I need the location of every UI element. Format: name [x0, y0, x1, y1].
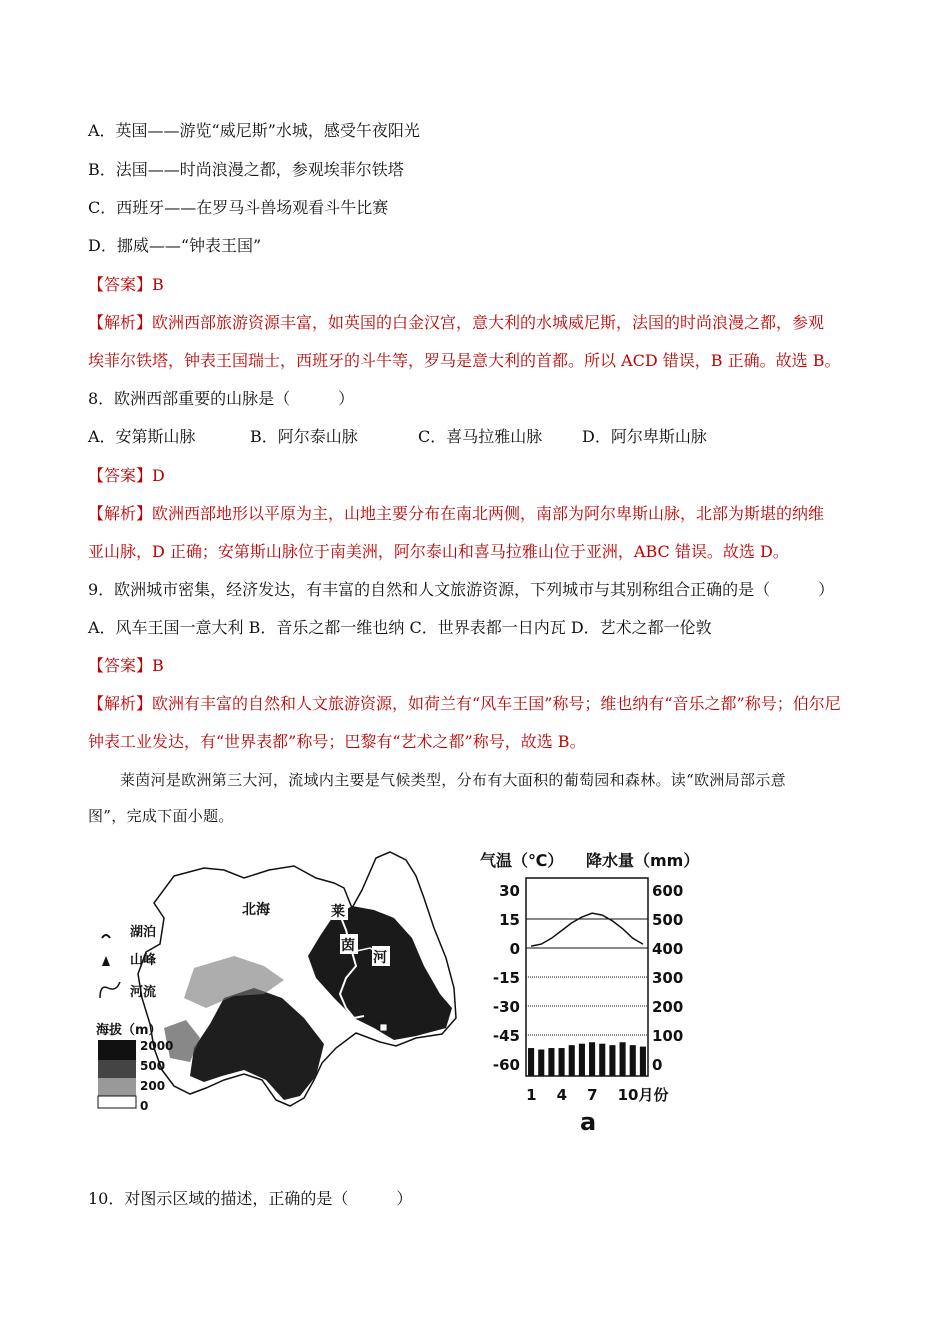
q9-stem: 9．欧洲城市密集，经济发达，有丰富的自然和人文旅游资源，下列城市与其别称组合正确的是（ ）	[88, 580, 835, 599]
chart-title-right: 降水量（mm）	[586, 851, 700, 870]
precipitation-bar	[538, 1050, 544, 1077]
legend-level: 500	[140, 1059, 166, 1073]
river-label-char: 莱	[331, 904, 345, 920]
y-left-tick-label: -45	[492, 1027, 520, 1045]
q8-option-d: D．阿尔卑斯山脉	[582, 427, 707, 446]
q7-answer	[88, 275, 164, 295]
y-right-tick-label: 500	[652, 911, 684, 929]
europe-map-figure	[94, 848, 468, 1120]
q8-stem: 8．欧洲西部重要的山脉是（ ）	[88, 389, 355, 408]
legend-peak: 山峰	[130, 953, 157, 968]
answer-value: B	[152, 275, 164, 294]
y-left-tick-label: 30	[499, 882, 520, 900]
precipitation-bar	[579, 1044, 585, 1076]
q8-answer	[88, 466, 165, 486]
q8-analysis-line2: 亚山脉，D 正确；安第斯山脉位于南美洲，阿尔泰山和喜马拉雅山位于亚洲，ABC 错误。故选 D。	[88, 542, 789, 561]
q7-option-d: D．挪威——“钟表王国”	[88, 236, 262, 255]
precipitation-bar	[599, 1044, 605, 1076]
legend-level: 2000	[140, 1039, 174, 1053]
y-right-tick-label: 100	[652, 1027, 684, 1045]
precipitation-bar	[640, 1047, 646, 1076]
chart-caption: a	[580, 1108, 597, 1136]
y-left-tick-label: 15	[499, 911, 520, 929]
chart-title-left: 气温（℃）	[480, 851, 564, 870]
x-axis	[526, 1086, 668, 1104]
analysis-text: 欧洲西部旅游资源丰富，如英国的白金汉宫，意大利的水城威尼斯，法国的时尚浪漫之都，参观	[152, 313, 825, 332]
analysis-text: 欧洲有丰富的自然和人文旅游资源，如荷兰有“风车王国”称号；维也纳有“音乐之都”称号；伯尔尼	[152, 694, 841, 713]
y-left-tick-label: -30	[492, 998, 520, 1016]
river-label-char: 河	[373, 950, 387, 966]
x-tick-label: 4	[556, 1086, 568, 1104]
q7-option-b: B．法国——时尚浪漫之都，参观埃菲尔铁塔	[88, 160, 404, 179]
y-left-tick-label: 0	[509, 940, 520, 958]
y-right-tick-label: 200	[652, 998, 684, 1016]
legend-elevation-title: 海拔（m）	[96, 1023, 162, 1038]
precipitation-bar	[559, 1048, 565, 1076]
analysis-text: 欧洲西部地形以平原为主，山地主要分布在南北两侧，南部为阿尔卑斯山脉，北部为斯堪的纳维	[152, 504, 825, 523]
y-axis-left	[493, 882, 520, 1074]
q8-analysis-line1	[88, 504, 824, 524]
legend-level: 0	[140, 1099, 149, 1113]
precipitation-bar	[569, 1045, 575, 1076]
peak-icon	[102, 956, 110, 966]
y-right-tick-label: 600	[652, 882, 684, 900]
answer-value: D	[152, 466, 165, 485]
q8-option-b: B．阿尔泰山脉	[250, 427, 358, 446]
precipitation-bar	[630, 1045, 636, 1076]
y-right-tick-label: 400	[652, 940, 684, 958]
answer-tag: 【答案】	[88, 656, 153, 675]
intro-line1: 莱茵河是欧洲第三大河，流域内主要是气候类型，分布有大面积的葡萄园和森林。读“欧洲局部示意	[120, 771, 786, 789]
q7-analysis-line1	[88, 313, 824, 333]
q9-analysis-line1	[88, 694, 841, 714]
precipitation-bar	[548, 1048, 554, 1076]
answer-tag: 【答案】	[88, 466, 153, 485]
q10-stem: 10．对图示区域的描述，正确的是（ ）	[88, 1189, 413, 1208]
precipitation-bar	[620, 1042, 626, 1076]
answer-tag: 【答案】	[88, 275, 153, 294]
analysis-tag: 【解析】	[88, 694, 153, 713]
sea-label: 北海	[242, 902, 270, 918]
y-left-tick-label: -15	[492, 969, 520, 987]
q9-answer	[88, 656, 164, 676]
x-tick-label: 7	[587, 1086, 598, 1104]
river-icon	[100, 982, 120, 998]
y-left-tick-label: -60	[492, 1056, 520, 1074]
analysis-tag: 【解析】	[88, 504, 153, 523]
y-right-tick-label: 0	[652, 1056, 663, 1074]
x-tick-label: 10月份	[617, 1086, 669, 1104]
precipitation-bar	[589, 1042, 595, 1076]
answer-value: B	[152, 656, 164, 675]
q7-option-a: A．英国——游览“威尼斯”水城，感受午夜阳光	[88, 121, 420, 140]
river-label-char: 茵	[341, 938, 355, 954]
precipitation-bar	[528, 1048, 534, 1076]
q7-option-c: C．西班牙——在罗马斗兽场观看斗牛比赛	[88, 198, 389, 217]
precipitation-bar	[609, 1045, 615, 1076]
q9-analysis-line2: 钟表工业发达，有“世界表都”称号；巴黎有“艺术之都”称号，故选 B。	[88, 732, 586, 751]
y-right-tick-label: 300	[652, 969, 684, 987]
q8-option-c: C．喜马拉雅山脉	[418, 427, 543, 446]
intro-line2: 图”，完成下面小题。	[88, 807, 234, 825]
legend-level: 200	[140, 1079, 166, 1093]
q8-option-a: A．安第斯山脉	[88, 427, 196, 446]
y-axis-right	[652, 882, 683, 1074]
legend-lake: 湖泊	[130, 925, 157, 940]
climate-chart	[478, 846, 728, 1136]
q9-options: A．风车王国一意大利 B．音乐之都一维也纳 C．世界表都一日内瓦 D．艺术之都一伦敦	[88, 618, 712, 637]
analysis-tag: 【解析】	[88, 313, 153, 332]
legend-river: 河流	[130, 985, 157, 1000]
lake-icon	[102, 935, 110, 938]
q7-analysis-line2: 埃菲尔铁塔，钟表王国瑞士，西班牙的斗牛等，罗马是意大利的首都。所以 ACD 错误，B 正确。故选 B。	[88, 351, 841, 370]
x-tick-label: 1	[526, 1086, 537, 1104]
